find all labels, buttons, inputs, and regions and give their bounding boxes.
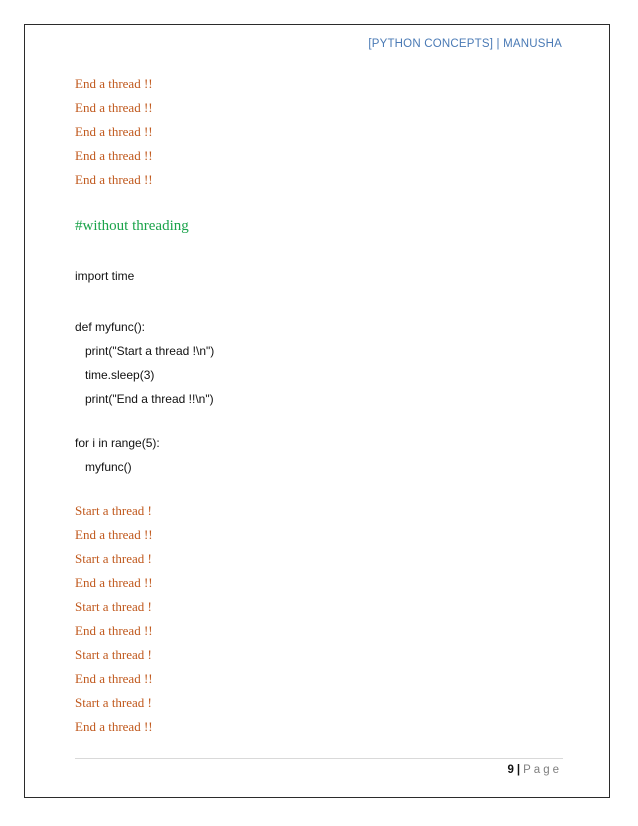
output-line: Start a thread ! xyxy=(75,599,152,614)
code-block-loop xyxy=(75,431,565,479)
output-line: End a thread !! xyxy=(75,671,153,686)
code-line: print("Start a thread !\n") xyxy=(75,344,215,358)
page-content xyxy=(75,72,565,739)
output-line: Start a thread ! xyxy=(75,647,152,662)
output-line: End a thread !! xyxy=(75,527,153,542)
output-block-bottom xyxy=(75,499,565,739)
output-block-top xyxy=(75,72,565,192)
code-line: def myfunc(): xyxy=(75,320,146,334)
output-line: Start a thread ! xyxy=(75,695,152,710)
page-label: Page xyxy=(523,764,562,776)
footer-divider xyxy=(75,758,563,759)
output-line: End a thread !! xyxy=(75,76,153,91)
page-footer xyxy=(508,764,562,776)
code-block-function xyxy=(75,315,565,411)
output-line: End a thread !! xyxy=(75,172,153,187)
output-line: End a thread !! xyxy=(75,148,153,163)
code-line: print("End a thread !!\n") xyxy=(75,392,214,406)
output-line: Start a thread ! xyxy=(75,503,152,518)
page-number: 9 xyxy=(507,764,514,776)
output-line: End a thread !! xyxy=(75,623,153,638)
output-line: End a thread !! xyxy=(75,124,153,139)
output-line: End a thread !! xyxy=(75,100,153,115)
footer-separator: | xyxy=(516,764,521,776)
running-header: [PYTHON CONCEPTS] | MANUSHA xyxy=(368,38,562,50)
code-line: time.sleep(3) xyxy=(75,368,155,382)
output-line: End a thread !! xyxy=(75,719,153,734)
code-line: import time xyxy=(75,269,135,283)
output-line: End a thread !! xyxy=(75,575,153,590)
output-line: Start a thread ! xyxy=(75,551,152,566)
code-line: for i in range(5): xyxy=(75,436,160,450)
code-line: myfunc() xyxy=(75,460,132,474)
section-heading: #without threading xyxy=(75,218,189,234)
